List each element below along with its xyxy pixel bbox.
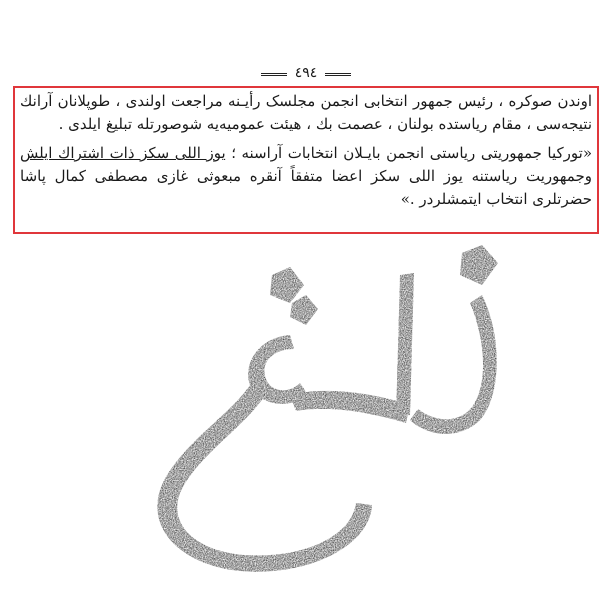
page-number: ٤٩٤ — [287, 65, 326, 81]
passage-paragraph-2-start: «تورکیا جمهوریتی ریاستی انجمن بایـلان انتخابات آراسنه ؛ — [231, 144, 593, 162]
passage-paragraph-2 — [20, 142, 592, 211]
calligraphy-dot-left-a — [270, 267, 304, 303]
passage-paragraph-2-end: وجمهوریت ریاستنه یوز اللی سکز اعضا متفقاً آنقره مبعوثی غازی مصطفی کمال پاشا حضرتلری انتخاب ایتمشلردر .» — [20, 167, 592, 208]
page-header — [0, 62, 612, 81]
calligraphy-stroke-body — [290, 391, 410, 423]
highlighted-passage-text — [20, 90, 592, 211]
calligraphy-stroke-ta — [396, 273, 414, 417]
nutuk-calligraphy — [110, 245, 530, 585]
calligraphy-dot-left-b — [290, 295, 318, 325]
underlined-phrase: یوز اللی سکز ذات اشتراك ایلش — [20, 144, 226, 162]
passage-paragraph-1: اوندن صوکره ، رئیس جمهور انتخابی انجمن مجلسک رأیـنه مراجعت اولندی ، طوپلانان آرانك نتیجه‌سی ، مقام ریاستده بولنان ، عصمت بك ، هیئت عمومیه‌یه شوصورتله تبلیغ ایلدی . — [20, 92, 592, 133]
calligraphy-stroke-bowl — [157, 385, 372, 572]
calligraphy-dot-right — [460, 245, 498, 285]
calligraphy-stroke-nun — [410, 295, 497, 434]
calligraphy-strokes — [157, 245, 498, 572]
